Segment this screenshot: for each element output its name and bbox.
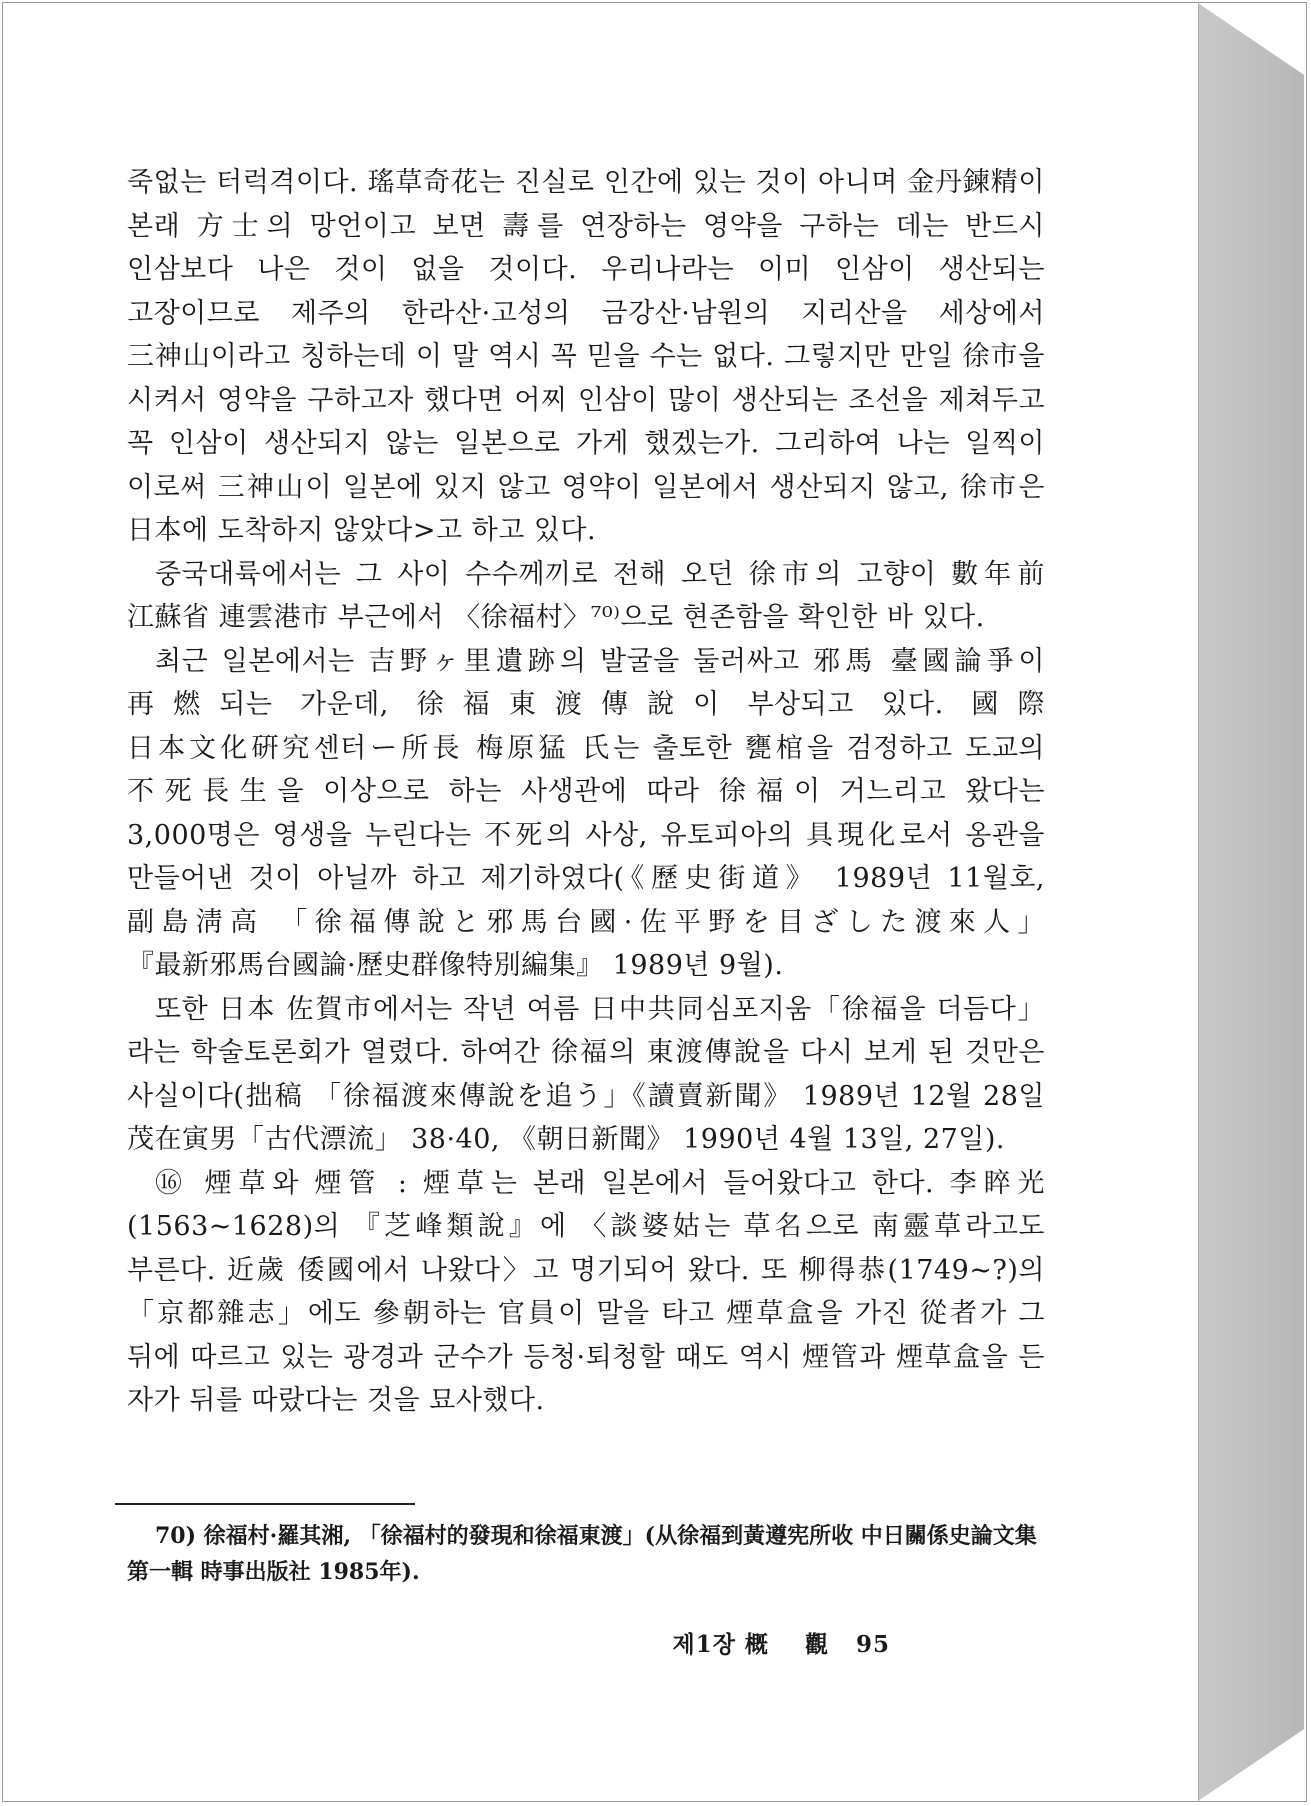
book-edge: [1198, 3, 1304, 1801]
paragraph-4: 또한 日本 佐賀市에서는 작년 여름 日中共同심포지움「徐福을 더듬다」라는 학술토론회가 열렸다. 하여간 徐福의 東渡傳說을 다시 보게 된 것만은 사실이다(拙稿 「徐福渡來傳說を追う」《讀賣新聞》 1989년 12월 28일 茂在寅男「古代漂流」 38·40, 《朝日新聞》 1990년 4월 13일, 27일).: [127, 993, 1045, 1155]
paragraph-1: 죽없는 터럭격이다. 瑤草奇花는 진실로 인간에 있는 것이 아니며 金丹鍊精이 본래 方士의 망언이고 보면 壽를 연장하는 영약을 구하는 데는 반드시 인삼보다 나은 것이 없을 것이다. 우리나라는 이미 인삼이 생산되는 고장이므로 제주의 한라산·고성의 금강산·남원의 지리산을 세상에서 三神山이라고 칭하는데 이 말 역시 꼭 믿을 수는 없다. 그렇지만 만일 徐市을 시켜서 영약을 구하고자 했다면 어찌 인삼이 많이 생산되는 조선을 제쳐두고 꼭 인삼이 생산되지 않는 일본으로 가게 했겠는가. 그리하여 나는 일찍이 이로써 三神山이 일본에 있지 않고 영약이 일본에서 생산되지 않고, 徐市은 日本에 도착하지 않았다>고 하고 있다.: [127, 167, 1045, 546]
book-page: [3, 3, 1199, 1801]
body-text: [127, 161, 1045, 1423]
paragraph-3: 최근 일본에서는 吉野ヶ里遺跡의 발굴을 둘러싸고 邪馬 臺國論爭이 再燃되는 가운데, 徐福東渡傳說이 부상되고 있다. 國際 日本文化硏究센터ー所長 梅原猛 氏는 출토한 甕棺을 검정하고 도교의 不死長生을 이상으로 하는 사생관에 따라 徐福이 거느리고 왔다는 3,000명은 영생을 누린다는 不死의 사상, 유토피아의 具現化로서 옹관을 만들어낸 것이 아닐까 하고 제기하였다(《歷史街道》 1989년 11월호, 副島淸高 「徐福傳說と邪馬台國·佐平野を目ざした渡來人」『最新邪馬台國論·歷史群像特別編集』 1989년 9월).: [127, 645, 1045, 981]
footnote-divider: [115, 1503, 415, 1505]
paragraph-5: ⑯ 煙草와 煙管 : 煙草는 본래 일본에서 들어왔다고 한다. 李睟光(1563~1628)의 『芝峰類說』에 〈談婆姑는 草名으로 南靈草라고도 부른다. 近歲 倭國에서 나왔다〉고 명기되어 왔다. 또 柳得恭(1749~?)의 「京都雜志」에도 參朝하는 官員이 말을 타고 煙草盒을 가진 從者가 그 뒤에 따르고 있는 광경과 군수가 등청·퇴청할 때도 역시 煙管과 煙草盒을 든 자가 뒤를 따랐다는 것을 묘사했다.: [127, 1167, 1045, 1416]
paragraph-2: 중국대륙에서는 그 사이 수수께끼로 전해 오던 徐市의 고향이 數年前 江蘇省 連雲港市 부근에서 〈徐福村〉⁷⁰⁾으로 현존함을 확인한 바 있다.: [127, 558, 1045, 633]
footnote-70: 70) 徐福村·羅其湘, 「徐福村的發現和徐福東渡」(从徐福到黃遵宪所收 中日關係史論文集 第一輯 時事出版社 1985年).: [127, 1523, 1037, 1585]
running-footer: 제1장 概 觀 95: [672, 1631, 890, 1658]
